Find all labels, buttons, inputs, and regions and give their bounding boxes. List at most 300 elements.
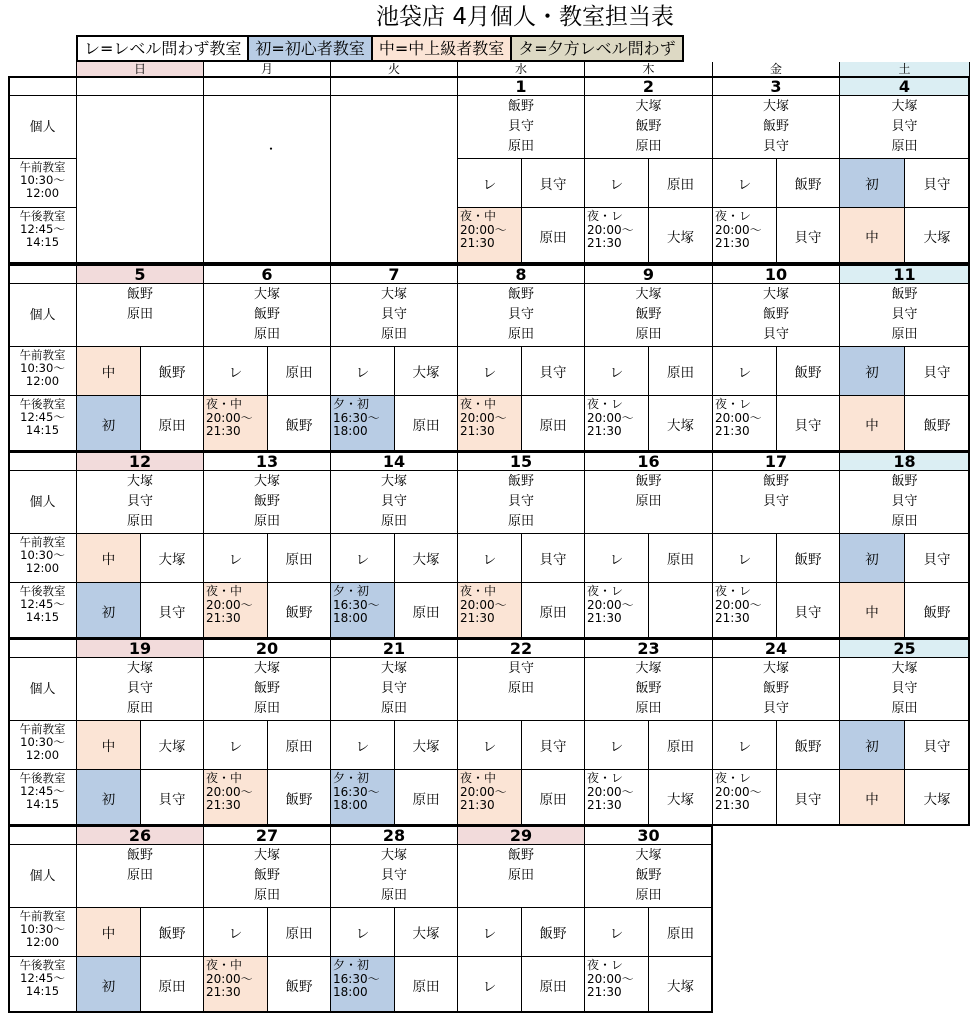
am-staff: 原田 <box>649 347 713 396</box>
text-line: 大塚 <box>762 99 789 114</box>
date-number: 6 <box>204 265 331 284</box>
am-staff: 大塚 <box>141 534 204 583</box>
text-line: 飯野 <box>891 474 918 489</box>
am-staff: 貝守 <box>522 721 585 770</box>
text-line: 夜・レ <box>715 209 752 223</box>
text-line: 大塚 <box>380 661 407 676</box>
text-line: 21:30 <box>587 611 622 625</box>
text-line: 飯野 <box>762 307 789 322</box>
individual-staff <box>458 96 585 159</box>
individual-staff <box>204 658 331 721</box>
pm-staff: 貝守 <box>777 396 840 452</box>
text-line: 20:00～ <box>587 784 634 799</box>
text-line: 大塚 <box>635 848 662 863</box>
text-line: 14:15 <box>25 984 60 998</box>
date-number: 23 <box>585 639 713 658</box>
text-line: 原田 <box>635 494 662 509</box>
text-line: 午後教室 <box>19 584 66 598</box>
text-line: 原田 <box>507 139 534 154</box>
date-number: 30 <box>585 826 713 845</box>
am-staff: 飯野 <box>777 159 840 208</box>
am-class-type: 中 <box>77 721 141 770</box>
text-line: 原田 <box>253 514 280 529</box>
text-line: 12:45～ <box>20 971 65 985</box>
individual-staff <box>585 845 713 908</box>
date-number: 8 <box>458 265 585 284</box>
text-line: 原田 <box>126 514 153 529</box>
pm-staff: 原田 <box>395 396 458 452</box>
text-line: 原田 <box>380 888 407 903</box>
individual-staff <box>585 96 713 159</box>
am-class-type: レ <box>458 908 522 957</box>
text-line: 夜・レ <box>587 771 624 785</box>
text-line: 14:15 <box>25 610 60 624</box>
text-line: 21:30 <box>715 236 750 250</box>
am-class-type: レ <box>331 721 395 770</box>
text-line: 貝守 <box>380 868 407 883</box>
am-staff: 原田 <box>268 908 331 957</box>
text-line: 飯野 <box>635 681 662 696</box>
text-line: 16:30～ <box>333 971 380 986</box>
pm-class-type: 初 <box>77 396 141 452</box>
text-line: 夜・中 <box>460 397 497 411</box>
label-blank <box>9 639 77 658</box>
text-line: 21:30 <box>206 798 241 812</box>
date-number: 3 <box>713 77 840 96</box>
pm-staff: 貝守 <box>141 770 204 826</box>
text-line: 午後教室 <box>19 397 66 411</box>
individual-staff <box>204 284 331 347</box>
text-line: 18:00 <box>333 985 368 999</box>
pm-staff: 大塚 <box>649 208 713 264</box>
legend <box>76 35 684 62</box>
text-line: 飯野 <box>253 681 280 696</box>
text-line: 原田 <box>253 888 280 903</box>
am-staff: 貝守 <box>522 347 585 396</box>
text-line: 飯野 <box>507 287 534 302</box>
pm-staff: 飯野 <box>905 583 970 639</box>
date-number: 13 <box>204 452 331 471</box>
text-line: 午前教室 <box>19 348 66 362</box>
am-staff: 貝守 <box>905 721 970 770</box>
text-line: 20:00～ <box>206 410 253 425</box>
text-line: 16:30～ <box>333 597 380 612</box>
text-line: 18:00 <box>333 611 368 625</box>
empty-day <box>331 96 458 264</box>
text-line: 20:00～ <box>715 222 762 237</box>
am-staff: 原田 <box>268 347 331 396</box>
text-line: 大塚 <box>253 661 280 676</box>
individual-staff <box>77 471 204 534</box>
am-class-type: レ <box>458 347 522 396</box>
text-line: 夕・初 <box>333 397 370 411</box>
pm-class-type <box>204 583 268 639</box>
date-number: 9 <box>585 265 713 284</box>
am-class-type: レ <box>585 721 649 770</box>
am-staff: 原田 <box>649 908 713 957</box>
text-line: 20:00～ <box>206 971 253 986</box>
am-class-type: レ <box>585 159 649 208</box>
date-number <box>77 77 204 96</box>
date-number: 15 <box>458 452 585 471</box>
text-line: 原田 <box>507 681 534 696</box>
date-number: 29 <box>458 826 585 845</box>
pm-class-type <box>585 770 649 826</box>
row-label-individual: 個人 <box>9 845 77 908</box>
date-number: 17 <box>713 452 840 471</box>
individual-staff <box>585 658 713 721</box>
am-staff: 貝守 <box>905 347 970 396</box>
text-line: 原田 <box>635 327 662 342</box>
row-label-pm <box>9 583 77 639</box>
text-line: 原田 <box>635 701 662 716</box>
am-class-type: レ <box>204 908 268 957</box>
text-line: 20:00～ <box>587 410 634 425</box>
text-line: 貝守 <box>762 701 789 716</box>
text-line: 飯野 <box>253 307 280 322</box>
weekday-header: 火 <box>331 62 458 77</box>
am-class-type: レ <box>585 347 649 396</box>
text-line: 12:00 <box>25 561 60 575</box>
date-number: 5 <box>77 265 204 284</box>
am-class-type: レ <box>585 908 649 957</box>
legend-item: 初=初心者教室 <box>249 37 372 60</box>
text-line: 午後教室 <box>19 771 66 785</box>
individual-staff <box>204 471 331 534</box>
am-class-type: 初 <box>840 534 905 583</box>
pm-class-type: 初 <box>77 957 141 1013</box>
text-line: 飯野 <box>253 494 280 509</box>
individual-staff <box>840 96 970 159</box>
text-line: 飯野 <box>126 848 153 863</box>
individual-staff <box>331 471 458 534</box>
text-line: 夜・レ <box>587 397 624 411</box>
text-line: 貝守 <box>891 681 918 696</box>
text-line: 21:30 <box>587 985 622 999</box>
text-line: 20:00～ <box>460 784 507 799</box>
text-line: 飯野 <box>762 681 789 696</box>
am-staff: 原田 <box>268 721 331 770</box>
text-line: 20:00～ <box>587 597 634 612</box>
pm-class-type <box>585 208 649 264</box>
label-blank <box>9 265 77 284</box>
individual-staff <box>713 471 840 534</box>
text-line: 大塚 <box>126 661 153 676</box>
pm-staff: 貝守 <box>141 583 204 639</box>
am-class-type: レ <box>713 721 777 770</box>
date-number: 28 <box>331 826 458 845</box>
row-label-pm <box>9 208 77 264</box>
am-class-type: レ <box>204 347 268 396</box>
text-line: 貝守 <box>762 327 789 342</box>
text-line: 夜・レ <box>587 958 624 972</box>
am-staff: 飯野 <box>141 347 204 396</box>
date-number: 16 <box>585 452 713 471</box>
date-number: 11 <box>840 265 970 284</box>
weekday-header: 月 <box>204 62 331 77</box>
text-line: 大塚 <box>635 287 662 302</box>
am-class-type: レ <box>713 347 777 396</box>
date-number: 22 <box>458 639 585 658</box>
row-label-am <box>9 534 77 583</box>
individual-staff <box>840 284 970 347</box>
date-number <box>204 77 331 96</box>
text-line: 10:30～ <box>20 922 65 936</box>
calendar-grid <box>9 62 970 1016</box>
text-line: 20:00～ <box>715 784 762 799</box>
date-number: 25 <box>840 639 970 658</box>
text-line: 貝守 <box>762 139 789 154</box>
text-line: 10:30～ <box>20 548 65 562</box>
text-line: 大塚 <box>380 848 407 863</box>
pm-staff: 原田 <box>141 957 204 1013</box>
text-line: 21:30 <box>206 985 241 999</box>
row-label-individual: 個人 <box>9 658 77 721</box>
text-line: 20:00～ <box>460 410 507 425</box>
row-label-individual: 個人 <box>9 471 77 534</box>
date-number: 12 <box>77 452 204 471</box>
text-line: 大塚 <box>380 474 407 489</box>
text-line: 原田 <box>891 139 918 154</box>
text-line: 20:00～ <box>206 784 253 799</box>
text-line: 貝守 <box>507 494 534 509</box>
text-line: 飯野 <box>253 868 280 883</box>
pm-staff: 大塚 <box>649 770 713 826</box>
text-line: 夜・中 <box>460 771 497 785</box>
am-staff: 大塚 <box>395 347 458 396</box>
pm-staff: 飯野 <box>905 396 970 452</box>
text-line: 21:30 <box>587 424 622 438</box>
text-line: 21:30 <box>715 611 750 625</box>
text-line: 飯野 <box>762 119 789 134</box>
empty-day <box>77 96 204 264</box>
text-line: 原田 <box>891 327 918 342</box>
text-line: 21:30 <box>460 424 495 438</box>
text-line: 原田 <box>380 514 407 529</box>
text-line: 飯野 <box>635 474 662 489</box>
pm-staff: 飯野 <box>268 583 331 639</box>
text-line: 貝守 <box>762 494 789 509</box>
am-staff: 飯野 <box>141 908 204 957</box>
am-staff: 原田 <box>268 534 331 583</box>
text-line: 午後教室 <box>19 958 66 972</box>
pm-class-type <box>585 957 649 1013</box>
date-number: 21 <box>331 639 458 658</box>
am-staff: 原田 <box>649 534 713 583</box>
pm-staff: 原田 <box>522 208 585 264</box>
page-title: 池袋店 4月個人・教室担当表 <box>376 4 674 30</box>
date-number: 26 <box>77 826 204 845</box>
weekday-header: 水 <box>458 62 585 77</box>
individual-staff <box>77 845 204 908</box>
pm-staff: 大塚 <box>649 957 713 1013</box>
pm-class-type <box>585 583 649 639</box>
text-line: 午後教室 <box>19 209 66 223</box>
text-line: 飯野 <box>635 119 662 134</box>
text-line: 12:00 <box>25 186 60 200</box>
text-line: 原田 <box>380 327 407 342</box>
text-line: 夜・レ <box>715 397 752 411</box>
weekday-header: 木 <box>585 62 713 77</box>
am-class-type: レ <box>713 534 777 583</box>
text-line: 貝守 <box>380 681 407 696</box>
text-line: 18:00 <box>333 798 368 812</box>
row-label-am <box>9 721 77 770</box>
pm-class-type: 初 <box>77 770 141 826</box>
am-staff: 飯野 <box>777 534 840 583</box>
pm-staff: 原田 <box>141 396 204 452</box>
text-line: 20:00～ <box>587 971 634 986</box>
text-line: 飯野 <box>126 287 153 302</box>
text-line: 21:30 <box>460 611 495 625</box>
pm-staff: 貝守 <box>777 208 840 264</box>
am-staff: 大塚 <box>141 721 204 770</box>
row-label-am <box>9 908 77 957</box>
text-line: 14:15 <box>25 235 60 249</box>
text-line: 貝守 <box>126 494 153 509</box>
text-line: 12:45～ <box>20 222 65 236</box>
individual-staff <box>585 471 713 534</box>
am-class-type: レ <box>713 159 777 208</box>
text-line: 夜・レ <box>715 584 752 598</box>
text-line: 貝守 <box>891 494 918 509</box>
am-class-type: 中 <box>77 908 141 957</box>
pm-class-type <box>458 396 522 452</box>
row-label-pm <box>9 957 77 1013</box>
text-line: 大塚 <box>891 661 918 676</box>
pm-staff: 原田 <box>522 583 585 639</box>
text-line: 夜・中 <box>206 771 243 785</box>
text-line: 21:30 <box>206 424 241 438</box>
text-line: 20:00～ <box>460 222 507 237</box>
text-line: 原田 <box>253 327 280 342</box>
am-staff: 大塚 <box>395 721 458 770</box>
pm-staff: 貝守 <box>777 583 840 639</box>
text-line: 午前教室 <box>19 722 66 736</box>
am-staff: 貝守 <box>522 159 585 208</box>
pm-staff: 貝守 <box>777 770 840 826</box>
text-line: 大塚 <box>253 848 280 863</box>
text-line: 飯野 <box>891 287 918 302</box>
individual-staff <box>77 284 204 347</box>
text-line: 18:00 <box>333 424 368 438</box>
am-class-type: 初 <box>840 159 905 208</box>
row-label-pm <box>9 770 77 826</box>
text-line: 原田 <box>635 139 662 154</box>
am-staff: 大塚 <box>395 908 458 957</box>
text-line: 飯野 <box>507 474 534 489</box>
text-line: 貝守 <box>507 119 534 134</box>
text-line: 14:15 <box>25 797 60 811</box>
text-line: 夜・中 <box>460 209 497 223</box>
text-line: 原田 <box>380 701 407 716</box>
pm-staff: 原田 <box>522 957 585 1013</box>
pm-staff: 原田 <box>395 957 458 1013</box>
text-line: 16:30～ <box>333 784 380 799</box>
row-label-pm <box>9 396 77 452</box>
weekday-header: 土 <box>840 62 970 77</box>
date-number: 1 <box>458 77 585 96</box>
text-line: 大塚 <box>635 99 662 114</box>
text-line: 大塚 <box>253 474 280 489</box>
am-staff: 原田 <box>649 721 713 770</box>
legend-item: 中=中上級者教室 <box>373 37 512 60</box>
text-line: 大塚 <box>635 661 662 676</box>
text-line: 飯野 <box>507 848 534 863</box>
pm-staff: 飯野 <box>268 396 331 452</box>
individual-staff <box>204 845 331 908</box>
am-class-type: レ <box>585 534 649 583</box>
am-staff: 飯野 <box>777 721 840 770</box>
individual-staff <box>458 471 585 534</box>
text-line: 夕・初 <box>333 771 370 785</box>
text-line: 16:30～ <box>333 410 380 425</box>
text-line: 21:30 <box>715 424 750 438</box>
text-line: 12:45～ <box>20 597 65 611</box>
text-line: 20:00～ <box>460 597 507 612</box>
stray-mark: ･ <box>268 142 275 156</box>
individual-staff <box>840 471 970 534</box>
text-line: 10:30～ <box>20 735 65 749</box>
label-blank <box>9 452 77 471</box>
weekday-header: 日 <box>77 62 204 77</box>
text-line: 貝守 <box>380 307 407 322</box>
date-number: 27 <box>204 826 331 845</box>
pm-staff: 大塚 <box>905 770 970 826</box>
text-line: 20:00～ <box>715 597 762 612</box>
pm-staff: 大塚 <box>905 208 970 264</box>
text-line: 12:45～ <box>20 410 65 424</box>
text-line: 原田 <box>635 888 662 903</box>
am-class-type: 初 <box>840 721 905 770</box>
text-line: 夕・初 <box>333 958 370 972</box>
individual-staff <box>458 845 585 908</box>
date-number: 2 <box>585 77 713 96</box>
am-class-type: レ <box>458 534 522 583</box>
pm-class-type: 中 <box>840 770 905 826</box>
text-line: 原田 <box>891 514 918 529</box>
am-staff: 飯野 <box>777 347 840 396</box>
am-class-type: レ <box>331 908 395 957</box>
label-blank <box>9 77 77 96</box>
row-label-am <box>9 159 77 208</box>
pm-class-type: 中 <box>840 208 905 264</box>
text-line: 大塚 <box>762 661 789 676</box>
individual-staff <box>585 284 713 347</box>
text-line: 原田 <box>253 701 280 716</box>
row-label-individual: 個人 <box>9 284 77 347</box>
pm-class-type <box>458 583 522 639</box>
individual-staff <box>713 658 840 721</box>
text-line: 21:30 <box>715 798 750 812</box>
row-label-am <box>9 347 77 396</box>
date-number: 4 <box>840 77 970 96</box>
pm-staff: 飯野 <box>268 957 331 1013</box>
date-number: 24 <box>713 639 840 658</box>
pm-staff: 原田 <box>522 770 585 826</box>
row-label-individual: 個人 <box>9 96 77 159</box>
text-line: 12:45～ <box>20 784 65 798</box>
text-line: 原田 <box>507 327 534 342</box>
am-class-type: レ <box>458 159 522 208</box>
text-line: 夜・レ <box>715 771 752 785</box>
text-line: 大塚 <box>762 287 789 302</box>
am-class-type: 中 <box>77 534 141 583</box>
text-line: 夜・中 <box>206 958 243 972</box>
text-line: 貝守 <box>507 307 534 322</box>
date-number: 7 <box>331 265 458 284</box>
pm-class-type <box>458 208 522 264</box>
